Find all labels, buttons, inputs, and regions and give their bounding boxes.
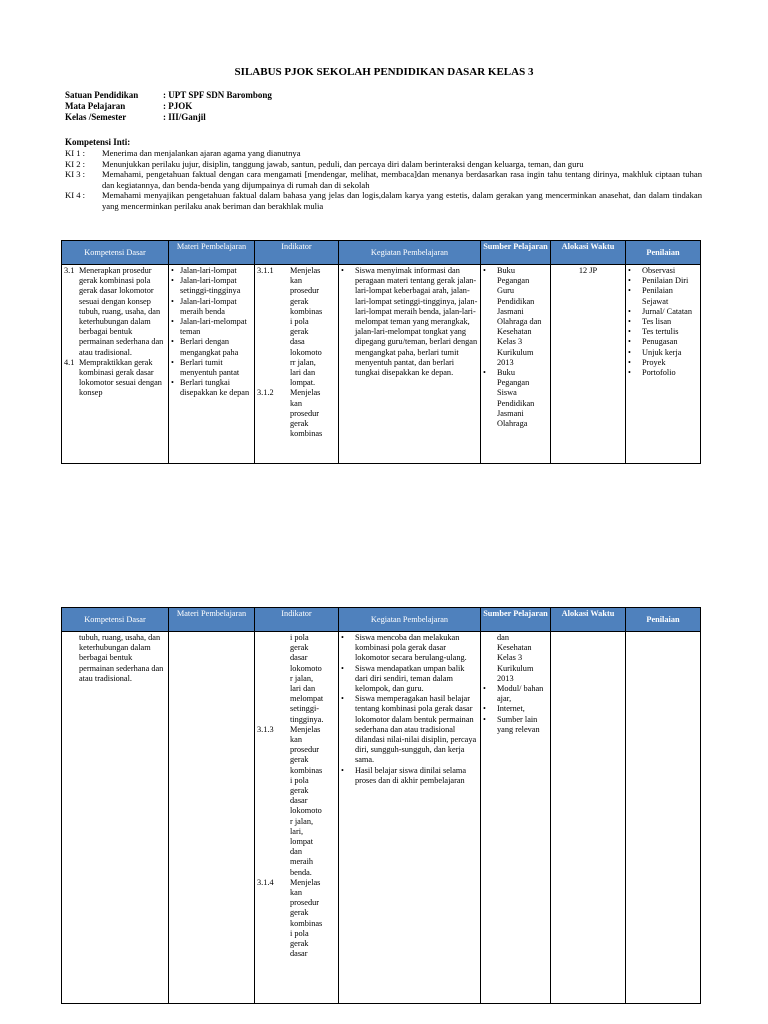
kd-item <box>64 358 166 399</box>
table-header-row <box>62 241 701 265</box>
penilaian-list <box>628 266 698 378</box>
ki-text: Memahami menyajikan pengetahuan faktual dalam bahasa yang jelas dan logis,dalam karya yang estetis, dalam gerakan yang mencerminkan anasehat, dan dalam tindakan yang mencerminkan perilaku anak beriman dan berakhlak mulia <box>102 190 702 211</box>
list-item: • Siswa menyimak informasi dan peragaan materi tentang gerak jalan-lari-lompat keberbagai arah, jalan-lari-lompat setinggi-tingginya, jalan-lari-lompat meraih benda, jalan-lari-melompat teman yang merangkak, jalan-lari-melompat tongkat yang dipegang guru/teman, berlari dengan mengangkat paha, berlari tumit menyentuh pantat, dan berlari tungkai disepakkan ke depan. <box>341 266 478 378</box>
indikator-item <box>257 266 336 388</box>
list-item: • Penugasan <box>628 337 698 347</box>
sumber-list <box>483 266 548 429</box>
cell-kegiatan <box>339 265 481 464</box>
kd-item <box>64 266 166 358</box>
identity-block <box>65 90 272 123</box>
indikator-text: Menjelas kan prosedur gerak kombinas i pola gerak dasar <box>290 877 323 959</box>
table-row <box>62 632 701 1004</box>
header-sumber: Sumber Pelajaran <box>481 241 551 265</box>
ki-code: KI 2 : <box>65 158 86 169</box>
indikator-number: 3.1.1 <box>257 266 274 275</box>
cell-alokasi: 12 JP <box>551 265 626 464</box>
identity-row <box>65 90 272 101</box>
list-item: • Tes tertulis <box>628 327 698 337</box>
list-item: • Jalan-lari-lompat setinggi-tingginya <box>171 276 252 296</box>
kd-number: 3.1 <box>64 266 75 275</box>
header-kompetensi-dasar: Kompetensi Dasar <box>62 608 169 632</box>
kd-text: Menerapkan prosedur gerak kombinasi pola gerak dasar lokomotor sesuai dengan konsep tubuh, ruang, usaha, dan keterhubungan dalam berbagai bentuk permainan sederhana dan atau tradisional. <box>79 266 164 357</box>
list-item: • Penilaian Sejawat <box>628 286 698 306</box>
header-materi: Materi Pembelajaran <box>169 241 255 265</box>
kd-number: 4.1 <box>64 357 75 367</box>
header-alokasi: Alokasi Waktu <box>551 608 626 632</box>
sumber-continued: dan Kesehatan Kelas 3 Kurikulum 2013 <box>497 633 534 683</box>
identity-value: : PJOK <box>163 101 193 111</box>
ki-heading: Kompetensi Inti: <box>65 137 131 147</box>
cell-kompetensi-dasar <box>62 265 169 464</box>
list-item: • Sumber lain yang relevan <box>483 715 548 735</box>
indikator-item <box>257 725 336 878</box>
materi-list <box>171 266 252 399</box>
indikator-item <box>257 878 336 960</box>
ki-item <box>65 159 702 170</box>
list-item: • Berlari tungkai disepakkan ke depan <box>171 378 252 398</box>
list-item: • Siswa mendapatkan umpan balik dari diri sendiri, teman dalam kelompok, dan guru. <box>341 664 478 695</box>
identity-value: : UPT SPF SDN Barombong <box>163 90 272 100</box>
header-alokasi: Alokasi Waktu <box>551 241 626 265</box>
header-kegiatan: Kegiatan Pembelajaran <box>339 608 481 632</box>
indikator-text: Menjelas kan prosedur gerak kombinas i pola gerak dasa lokomoto rr jalan, lari dan lompat. <box>290 266 323 388</box>
indikator-text: Menjelas kan prosedur gerak kombinas <box>290 388 323 439</box>
header-materi: Materi Pembelajaran <box>169 608 255 632</box>
cell-penilaian <box>626 632 701 1004</box>
list-item: • Jalan-lari-lompat meraih benda <box>171 297 252 317</box>
ki-code: KI 1 : <box>65 148 86 158</box>
kd-item <box>64 633 166 684</box>
cell-kegiatan <box>339 632 481 1004</box>
syllabus-table-1 <box>61 240 701 464</box>
cell-sumber <box>481 632 551 1004</box>
cell-kompetensi-dasar <box>62 632 169 1004</box>
identity-label: Mata Pelajaran <box>65 101 126 111</box>
ki-code: KI 4 : <box>65 190 86 200</box>
indikator-number: 3.1.4 <box>257 877 274 887</box>
cell-indikator <box>255 265 339 464</box>
ki-text: Menunjukkan perilaku jujur, disiplin, tanggung jawab, santun, peduli, dan percaya diri dalam berinteraksi dengan keluarga, teman, dan guru <box>102 158 584 169</box>
cell-materi <box>169 265 255 464</box>
header-penilaian: Penilaian <box>626 241 701 265</box>
ki-item <box>65 148 702 159</box>
list-item: • Modul/ bahan ajar, <box>483 684 548 704</box>
header-indikator: Indikator <box>255 241 339 265</box>
indikator-text: i pola gerak dasar lokomoto r jalan, lari dan melompat setinggi- tingginya. <box>290 633 324 724</box>
list-item: • Siswa memperagakan hasil belajar tentang kombinasi pola gerak dasar lokomotor dalam bentuk permainan sederhana dan atau tradisional dilandasi nilai-nilai disiplin, percaya diri, sungguh-sungguh, dan kerja sama. <box>341 694 478 765</box>
ki-list <box>65 148 702 211</box>
identity-row <box>65 101 272 112</box>
cell-materi <box>169 632 255 1004</box>
header-penilaian: Penilaian <box>626 608 701 632</box>
list-item: • Siswa mencoba dan melakukan kombinasi pola gerak dasar lokomotor secara berulang-ulang. <box>341 633 478 664</box>
list-item: • Proyek <box>628 358 698 368</box>
cell-alokasi <box>551 632 626 1004</box>
document-title: SILABUS PJOK SEKOLAH PENDIDIKAN DASAR KELAS 3 <box>234 66 534 78</box>
header-kompetensi-dasar: Kompetensi Dasar <box>62 241 169 265</box>
list-item: • Jalan-lari-lompat <box>171 266 252 276</box>
ki-item <box>65 169 702 190</box>
table-row <box>62 265 701 464</box>
cell-penilaian <box>626 265 701 464</box>
list-item: • Buku Pegangan Guru Pendidikan Jasmani Olahraga dan Kesehatan Kelas 3 Kurikulum 2013 <box>483 266 548 368</box>
ki-text: Memahami, pengetahuan faktual dengan cara mengamati [mendengar, melihat, membaca]dan menanya berdasarkan rasa ingin tahu tentang dirinya, makhluk ciptaan tuhan dan kegiatannya, dan benda-benda yang dijumpainya di rumah dan di sekolah <box>102 169 702 190</box>
ki-item <box>65 190 702 211</box>
list-item: • Berlari tumit menyentuh pantat <box>171 358 252 378</box>
indikator-number: 3.1.3 <box>257 724 274 734</box>
list-item: • Jurnal/ Catatan <box>628 307 698 317</box>
ki-code: KI 3 : <box>65 169 86 179</box>
kd-text: Mempraktikkan gerak kombinasi gerak dasar lokomotor sesuai dengan konsep <box>79 357 162 398</box>
indikator-item <box>257 633 336 725</box>
kd-text: tubuh, ruang, usaha, dan keterhubungan dalam berbagai bentuk permainan sederhana dan atau tradisional. <box>79 633 164 683</box>
indikator-text: Menjelas kan prosedur gerak kombinas i pola gerak dasar lokomoto r jalan, lari, lompat dan meraih benda. <box>290 724 323 877</box>
list-item: • Internet, <box>483 704 548 714</box>
identity-row <box>65 112 272 123</box>
header-kegiatan: Kegiatan Pembelajaran <box>339 241 481 265</box>
identity-label: Kelas /Semester <box>65 112 127 122</box>
list-item: • Hasil belajar siswa dinilai selama proses dan di akhir pembelajaran <box>341 766 478 786</box>
sumber-list <box>483 684 548 735</box>
cell-indikator <box>255 632 339 1004</box>
list-item: • Unjuk kerja <box>628 348 698 358</box>
kegiatan-list <box>341 266 478 378</box>
list-item: • Penilaian Diri <box>628 276 698 286</box>
cell-sumber <box>481 265 551 464</box>
header-indikator: Indikator <box>255 608 339 632</box>
list-item: • Tes lisan <box>628 317 698 327</box>
list-item: • Jalan-lari-melompat teman <box>171 317 252 337</box>
identity-value: : III/Ganjil <box>163 112 206 122</box>
kegiatan-list <box>341 633 478 786</box>
list-item: • Portofolio <box>628 368 698 378</box>
list-item: • Berlari dengan mengangkat paha <box>171 337 252 357</box>
ki-text: Menerima dan menjalankan ajaran agama yang dianutnya <box>102 148 301 158</box>
list-item: • Buku Pegangan Siswa Pendidikan Jasmani Olahraga <box>483 368 548 429</box>
table-header-row <box>62 608 701 632</box>
identity-label: Satuan Pendidikan <box>65 90 139 100</box>
indikator-number: 3.1.2 <box>257 388 274 398</box>
list-item: • Observasi <box>628 266 698 276</box>
syllabus-table-2 <box>61 607 701 1004</box>
indikator-item <box>257 388 336 439</box>
header-sumber: Sumber Pelajaran <box>481 608 551 632</box>
